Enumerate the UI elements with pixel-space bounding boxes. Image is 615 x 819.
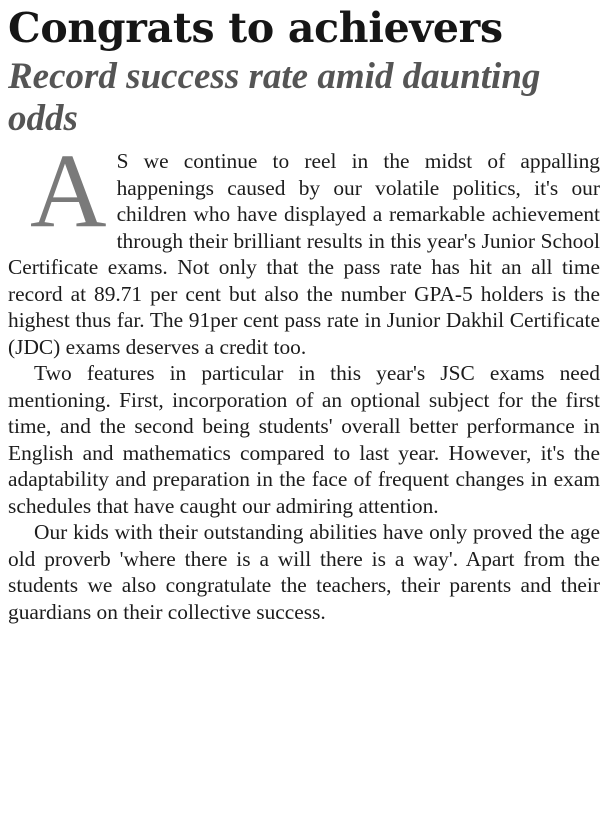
paragraph-2: Two features in particular in this year's JSC exams need mentioning. First, incorporation of an optional subject for the first time, and the second being students' overall better performance in English and mathematics compared to last year. However, it's the adaptability and preparation in the face of frequent changes in exam schedules that have caught our admiring attention. bbox=[8, 361, 600, 518]
article-body bbox=[8, 132, 600, 625]
drop-cap: A bbox=[30, 132, 107, 249]
paragraph-1 bbox=[8, 132, 600, 360]
paragraph-3: Our kids with their outstanding abilities have only proved the age old proverb 'where there is a will there is a way'. Apart from the students we also congratulate the teachers, their parents and their guardians on their collective success. bbox=[8, 520, 600, 624]
subheadline: Record success rate amid daunting odds bbox=[8, 56, 541, 139]
paragraph-1-text: S we continue to reel in the midst of appalling happenings caused by our volatile politics, it's our children who have displayed a remarkable achievement through their brilliant results in this year's Junior School Certificate exams. Not only that the pass rate has hit an all time record at 89.71 per cent but also the number GPA-5 holders is the highest thus far. The 91per cent pass rate in Junior Dakhil Certificate (JDC) exams deserves a credit too. bbox=[8, 149, 600, 359]
headline: Congrats to achievers bbox=[8, 4, 503, 52]
editorial-article bbox=[8, 0, 600, 625]
